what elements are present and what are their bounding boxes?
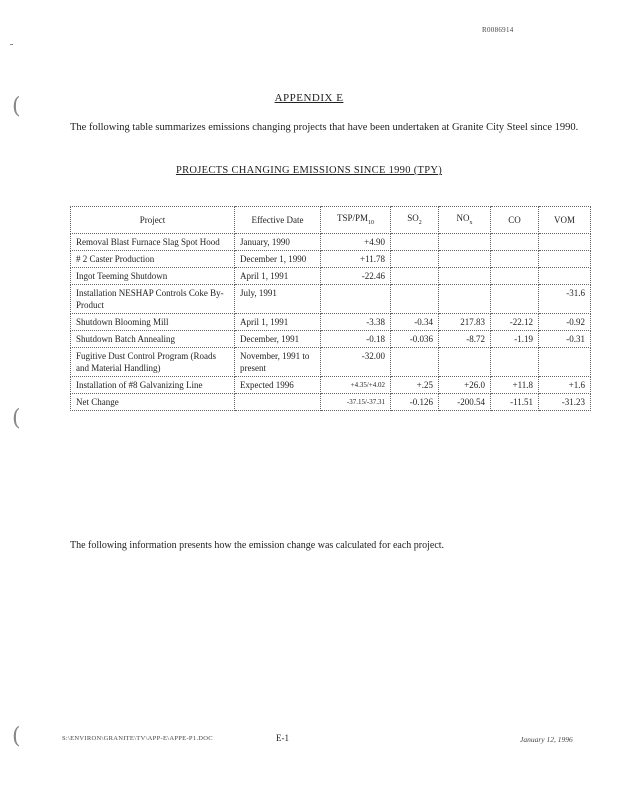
- cell-project: Net Change: [71, 394, 235, 411]
- cell-nox: [439, 348, 491, 377]
- cell-voc: [539, 348, 591, 377]
- header-tsp-sub: 10: [368, 219, 375, 226]
- cell-tsp: -3.38: [321, 314, 391, 331]
- cell-project: Removal Blast Furnace Slag Spot Hood: [71, 234, 235, 251]
- header-so2-sub: 2: [418, 219, 422, 226]
- cell-so2: [391, 268, 439, 285]
- cell-co: -11.51: [491, 394, 539, 411]
- cell-date: January, 1990: [235, 234, 321, 251]
- header-nox: [439, 207, 491, 234]
- cell-project: Shutdown Blooming Mill: [71, 314, 235, 331]
- cell-date: [235, 394, 321, 411]
- cell-voc: -31.6: [539, 285, 591, 314]
- followup-paragraph: The following information presents how the emission change was calculated for each project.: [70, 540, 445, 551]
- table-row: [71, 268, 591, 285]
- cell-so2: [391, 251, 439, 268]
- cell-tsp: [321, 285, 391, 314]
- cell-co: -22.12: [491, 314, 539, 331]
- cell-nox: -8.72: [439, 331, 491, 348]
- cell-date: November, 1991 to present: [235, 348, 321, 377]
- header-so2-label: SO: [407, 212, 419, 223]
- table-row: [71, 314, 591, 331]
- cell-nox: +26.0: [439, 377, 491, 394]
- cell-so2: -0.34: [391, 314, 439, 331]
- header-nox-sub: x: [469, 219, 473, 226]
- cell-tsp: +4.35/+4.02: [321, 377, 391, 394]
- table-row-net-change: [71, 394, 591, 411]
- cell-co: [491, 251, 539, 268]
- document-id: R0086914: [482, 26, 514, 34]
- binder-hole-mark-middle: (: [12, 406, 21, 431]
- projects-table: [70, 206, 591, 411]
- cell-nox: [439, 251, 491, 268]
- footer-date: January 12, 1996: [520, 735, 573, 744]
- cell-date: July, 1991: [235, 285, 321, 314]
- cell-co: [491, 285, 539, 314]
- cell-project: Shutdown Batch Annealing: [71, 331, 235, 348]
- cell-co: [491, 234, 539, 251]
- cell-tsp: +11.78: [321, 251, 391, 268]
- table-row: [71, 348, 591, 377]
- table-row: [71, 331, 591, 348]
- header-nox-label: NO: [456, 212, 470, 223]
- cell-tsp: -0.18: [321, 331, 391, 348]
- header-effective-date: Effective Date: [235, 207, 321, 234]
- cell-project: # 2 Caster Production: [71, 251, 235, 268]
- cell-co: -1.19: [491, 331, 539, 348]
- cell-project: Installation NESHAP Controls Coke By-Product: [71, 285, 235, 314]
- cell-nox: [439, 268, 491, 285]
- table-row: [71, 285, 591, 314]
- header-tsp: [321, 207, 391, 234]
- header-project: Project: [71, 207, 235, 234]
- table-header-row: [71, 207, 591, 234]
- cell-voc: -0.92: [539, 314, 591, 331]
- table-row: [71, 251, 591, 268]
- cell-voc: [539, 268, 591, 285]
- cell-nox: [439, 285, 491, 314]
- cell-so2: [391, 234, 439, 251]
- footer-page-number: E-1: [276, 733, 289, 743]
- cell-voc: +1.6: [539, 377, 591, 394]
- table-row: [71, 234, 591, 251]
- cell-project: Fugitive Dust Control Program (Roads and Material Handling): [71, 348, 235, 377]
- cell-voc: -31.23: [539, 394, 591, 411]
- cell-date: April 1, 1991: [235, 314, 321, 331]
- cell-date: December, 1991: [235, 331, 321, 348]
- cell-voc: [539, 234, 591, 251]
- intro-paragraph: The following table summarizes emissions changing projects that have been undertaken at Granite City Steel since 1990.: [70, 122, 579, 133]
- cell-co: [491, 348, 539, 377]
- cell-tsp: -32.00: [321, 348, 391, 377]
- header-so2: [391, 207, 439, 234]
- cell-nox: 217.83: [439, 314, 491, 331]
- cell-so2: [391, 348, 439, 377]
- cell-nox: [439, 234, 491, 251]
- cell-project: Ingot Teeming Shutdown: [71, 268, 235, 285]
- cell-tsp: -22.46: [321, 268, 391, 285]
- cell-so2: [391, 285, 439, 314]
- scan-tick-mark: [10, 44, 13, 45]
- cell-date: Expected 1996: [235, 377, 321, 394]
- cell-tsp: -37.15/-37.31: [321, 394, 391, 411]
- header-tsp-label: TSP/PM: [336, 212, 369, 223]
- cell-voc: -0.31: [539, 331, 591, 348]
- header-voc: VOM: [539, 207, 591, 234]
- cell-co: +11.8: [491, 377, 539, 394]
- binder-hole-mark-bottom: (: [12, 724, 21, 749]
- binder-hole-mark-top: (: [12, 94, 21, 119]
- appendix-title: APPENDIX E: [274, 92, 344, 104]
- footer-file-path: S:\ENVIRON\GRANITE\TV\APP-E\APPE-P1.DOC: [62, 735, 213, 742]
- cell-tsp: +4.90: [321, 234, 391, 251]
- cell-voc: [539, 251, 591, 268]
- cell-so2: +.25: [391, 377, 439, 394]
- table-row: [71, 377, 591, 394]
- header-co: CO: [491, 207, 539, 234]
- cell-date: April 1, 1991: [235, 268, 321, 285]
- cell-date: December 1, 1990: [235, 251, 321, 268]
- cell-so2: -0.126: [391, 394, 439, 411]
- table-title: PROJECTS CHANGING EMISSIONS SINCE 1990 (TPY): [175, 165, 443, 176]
- cell-co: [491, 268, 539, 285]
- cell-nox: -200.54: [439, 394, 491, 411]
- cell-project: Installation of #8 Galvanizing Line: [71, 377, 235, 394]
- cell-so2: -0.036: [391, 331, 439, 348]
